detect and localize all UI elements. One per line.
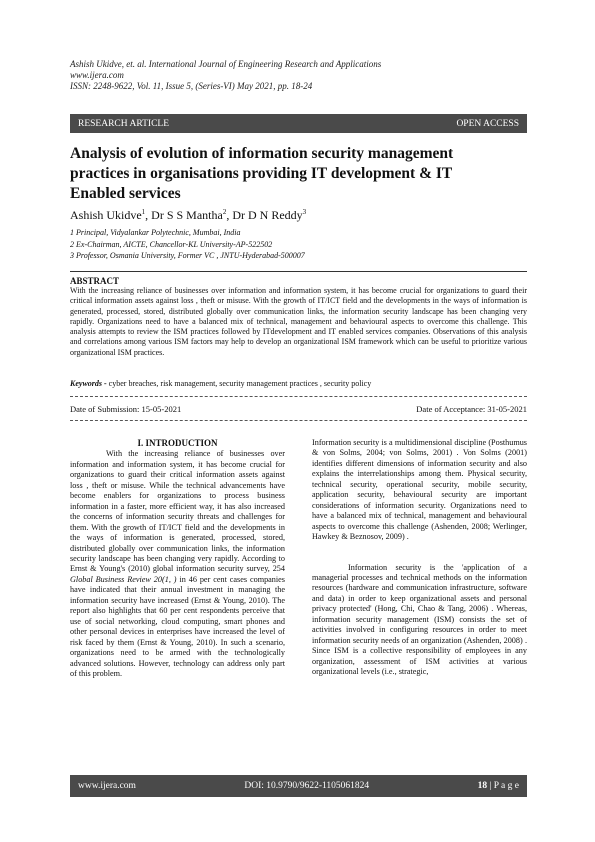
author-superscript: 2 — [222, 208, 227, 216]
journal-citation: Ashish Ukidve, et. al. International Journal of Engineering Research and Applications — [70, 59, 382, 69]
body-paragraph: Information security is a multidimensional discipline (Posthumus & von Solms, 2004; von Solms, 2001) . Von Solms (2001) identifies different dimensions of information security and also explains the interrelationships among them. Physical security, technical security, operational security, mobile security, application security, behavioural security are important considerations of information security. Organizations need to have a balanced mix of technical, management and behavioural aspects to overcome this challenge (Ashenden, 2008; Werlinger, Hawkey & Beznosov, 2009) . — [312, 438, 527, 542]
open-access-label: OPEN ACCESS — [456, 118, 519, 129]
author-superscript: 1 — [141, 208, 146, 216]
right-column — [312, 438, 527, 678]
affiliation-3: 3 Professor, Osmania University, Former VC , JNTU-Hyderabad-500007 — [70, 251, 305, 260]
section-heading: I. INTRODUCTION — [137, 438, 218, 448]
author-superscript: 3 — [302, 208, 307, 216]
body-paragraph: Information security is the 'application of a managerial processes and technical methods on the information resources (hardware and communication infrastructure, software and data) in order to keep organizational assets and personal privacy protected' (Hong, Chi, Chao & Tang, 2006) . Whereas, information security management (ISM) consists the set of activities involved in configuring resources in order to meet information security needs of an organization (Ashenden, 2008) . Since ISM is a collective responsibility of employees in any organization, assessment of ISM activities at various organizational levels (i.e., strategic, — [312, 562, 527, 677]
page-footer — [70, 775, 527, 797]
submission-date: Date of Submission: 15-05-2021 — [70, 404, 182, 414]
page-number: 18 — [477, 781, 488, 791]
journal-header — [70, 59, 530, 92]
journal-website[interactable]: www.ijera.com — [70, 70, 124, 80]
footer-doi[interactable]: DOI: 10.9790/9622-1105061824 — [244, 781, 370, 791]
author-list — [70, 208, 306, 223]
dates-row — [70, 404, 527, 414]
author-name: , Dr S S Mantha — [145, 208, 223, 222]
abstract-text: With the increasing reliance of businesses over information and information system, it has become crucial for organizations to guard their critical information assets against loss , theft or misuse. With the growth of IT/ICT field and the developments in the ways of information is generated, processed, stored, distributed globally over communication links, the information security landscape has been changing very rapidly. Organizations need to have a balanced mix of technical, management and behavioural aspects to overcome this challenge. This analysis attempts to review the ISM practices followed by ITdevelopment and IT enabled services companies. Observations of this analysis and correlations among various ISM factors may help to develop an organizational ISM framework which can be useful to prioritize various organizational ISM practices. — [70, 286, 527, 357]
intro-paragraph — [70, 449, 285, 679]
abstract-top-rule — [70, 271, 527, 272]
abstract-heading: ABSTRACT — [70, 276, 120, 286]
article-type-banner — [70, 114, 527, 133]
affiliations — [70, 227, 305, 262]
journal-issn: ISSN: 2248-9622, Vol. 11, Issue 5, (Series-VI) May 2021, pp. 18-24 — [70, 81, 313, 91]
intro-text: With the increasing reliance of businesses over information and information system, it has become crucial for organizations to guard their critical information assets against loss , theft or misuse. While the technical advancements have become enablers for organizations to process business information in a faster, more efficient way, it has also increased the concerns of information security threats and challenges for them. With the growth of IT/ICT field and the developments in the ways of information is generated, processed, stored, distributed globally over communication links, the information security landscape has been changing very rapidly. According to Ernst & Young's (2010) global information security survey, 254 — [70, 449, 285, 574]
paper-title: Analysis of evolution of information security management practices in organisations providing IT development & IT Enabled services — [70, 145, 454, 202]
divider-dashed — [70, 396, 527, 397]
author-name: , Dr D N Reddy — [226, 208, 303, 222]
acceptance-date: Date of Acceptance: 31-05-2021 — [416, 404, 527, 414]
footer-page — [478, 781, 519, 791]
author-name: Ashish Ukidve — [70, 208, 142, 222]
footer-website[interactable]: www.ijera.com — [78, 781, 136, 791]
divider-dashed — [70, 420, 527, 421]
affiliation-1: 1 Principal, Vidyalankar Polytechnic, Mumbai, India — [70, 228, 241, 237]
left-column — [70, 438, 285, 679]
keywords-label: Keywords - — [70, 379, 107, 388]
research-article-label: RESEARCH ARTICLE — [78, 118, 170, 129]
affiliation-2: 2 Ex-Chairman, AICTE, Chancellor-KL University-AP-522502 — [70, 239, 273, 249]
page-label: | P a g e — [487, 781, 519, 791]
keywords-text: cyber breaches, risk management, security management practices , security policy — [106, 379, 372, 388]
journal-reference: Global Business Review 20(1, ) — [70, 574, 177, 584]
intro-text-cont: in 46 per cent cases companies have indicated that their annual investment in managing the information security have increased (Ernst & Young, 2010). The report also highlights that 60 per cent respondents perceive that use of social networking, cloud computing, smart phones and other personal devices in enterprises have increased the level of risk faced by them (Ernst & Young, 2010). In such a scenario, organizations need to be armed with the technologically advanced solutions. However, technology can address only part of this problem. — [70, 574, 285, 678]
keywords-line — [70, 379, 527, 388]
